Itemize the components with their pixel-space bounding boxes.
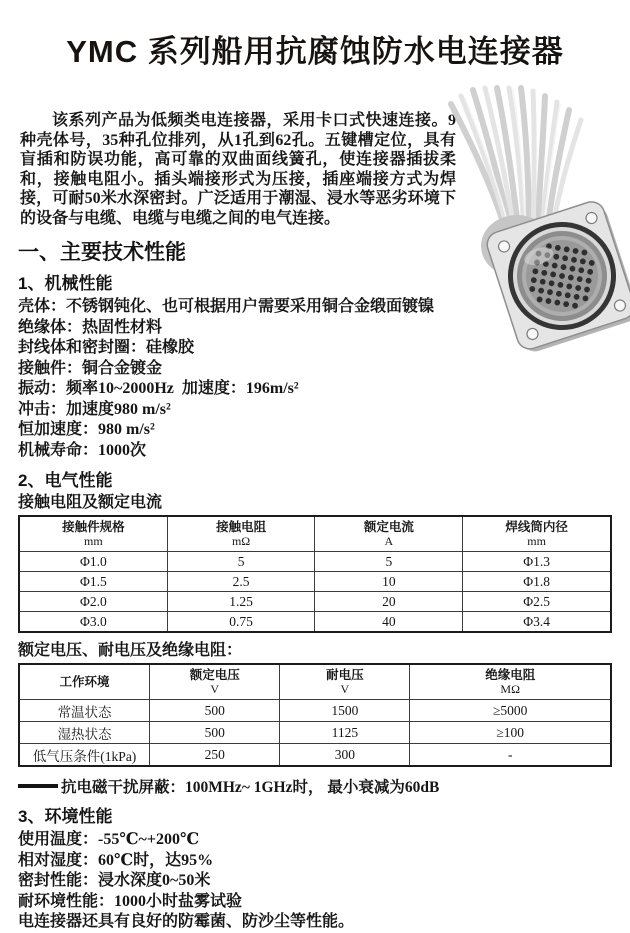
section-environmental-heading: 3、环境性能 (18, 807, 113, 826)
table-cell: Φ1.5 (19, 572, 167, 592)
spec-line: 使用温度：-55℃~+200℃ (18, 831, 200, 848)
table-cell: Φ2.5 (463, 592, 611, 612)
emi-note-text: 抗电磁干扰屏蔽：100MHz~ 1GHz时， 最小衰减为60dB (61, 779, 440, 796)
table-header-cell: 接触电阻 mΩ (167, 516, 315, 552)
spec-line: 恒加速度：980 m/s² (18, 421, 155, 438)
spec-line: 绝缘体：热固性材料 (18, 318, 163, 336)
table-cell: 40 (315, 612, 463, 633)
table-cell: Φ1.8 (463, 572, 611, 592)
table-cell: 500 (150, 700, 280, 722)
table-cell: Φ1.3 (463, 552, 611, 572)
table-cell: 常温状态 (19, 700, 150, 722)
intro-paragraph: 该系列产品为低频类电连接器，采用卡口式快速连接。9种壳体号，35种孔位排列，从1孔到62孔。五键槽定位，具有盲插和防误功能，高可靠的双曲面线簧孔，使连接器插拔柔和，接触电阻小。插头端接形式为压接，插座端接方式为焊接，可耐50米水深密封。广泛适用于潮湿、浸水等恶劣环境下的设备与电缆、电缆与电缆之间的电气连接。 (20, 112, 456, 227)
page-title: YMC 系列船用抗腐蚀防水电连接器 (66, 34, 564, 69)
section-electrical-heading: 2、电气性能 (18, 471, 113, 490)
table2-caption: 额定电压、耐电压及绝缘电阻： (18, 642, 243, 659)
table-row (19, 744, 611, 767)
table-cell: 5 (167, 552, 315, 572)
table-header-cell: 工作环境 (19, 664, 150, 700)
table-cell: ≥5000 (410, 700, 611, 722)
table-cell: 0.75 (167, 612, 315, 633)
table-cell: 1500 (280, 700, 410, 722)
emi-shielding-note (18, 775, 630, 797)
spec-line: 相对湿度：60℃时，达95% (18, 851, 214, 869)
table-row (19, 722, 611, 744)
table-cell: ≥100 (410, 722, 611, 744)
table-cell: 10 (315, 572, 463, 592)
environmental-spec-list (0, 830, 630, 933)
spec-line: 电连接器还具有良好的防霉菌、防沙尘等性能。 (18, 913, 355, 930)
spec-line: 机械寿命：1000次 (18, 441, 147, 459)
spec-line: 封线体和密封圈：硅橡胶 (18, 339, 195, 356)
table-header-cell: 额定电流 A (315, 516, 463, 552)
spec-line: 密封性能：浸水深度0~50米 (18, 872, 211, 889)
table-cell: 1125 (280, 722, 410, 744)
spec-line: 耐环境性能：1000小时盐雾试验 (18, 892, 243, 910)
table-row (19, 572, 611, 592)
table-cell: 2.5 (167, 572, 315, 592)
connector-photo-art (443, 88, 630, 350)
table-cell: Φ3.4 (463, 612, 611, 633)
table-cell: Φ1.0 (19, 552, 167, 572)
table-header-cell: 接触件规格 mm (19, 516, 167, 552)
table-row (19, 592, 611, 612)
table-row (19, 700, 611, 722)
table-cell: 300 (280, 744, 410, 767)
table-cell: 500 (150, 722, 280, 744)
connector-photo (443, 88, 630, 350)
table-cell: - (410, 744, 611, 767)
table1-caption: 接触电阻及额定电流 (18, 494, 163, 511)
table-row (19, 612, 611, 633)
table-cell: 250 (150, 744, 280, 767)
contact-resistance-table (18, 515, 612, 633)
dash-bullet-icon (18, 784, 58, 788)
section-mechanical-heading: 1、机械性能 (18, 274, 113, 293)
table-header-row (19, 664, 611, 700)
section-main-heading: 一、主要技术性能 (18, 241, 186, 264)
table-cell: Φ2.0 (19, 592, 167, 612)
spec-line: 振动：频率10~2000Hz 加速度：196m/s² (18, 380, 299, 397)
voltage-insulation-table (18, 663, 612, 767)
table-header-row (19, 516, 611, 552)
table-cell: Φ3.0 (19, 612, 167, 633)
table-row (19, 552, 611, 572)
table-header-cell: 额定电压 V (150, 664, 280, 700)
table-cell: 湿热状态 (19, 722, 150, 744)
table-cell: 20 (315, 592, 463, 612)
table-header-cell: 耐电压 V (280, 664, 410, 700)
table-cell: 5 (315, 552, 463, 572)
spec-line: 接触件：铜合金镀金 (18, 359, 163, 377)
table-cell: 1.25 (167, 592, 315, 612)
table-header-cell: 焊线筒内径 mm (463, 516, 611, 552)
spec-line: 冲击：加速度980 m/s² (18, 400, 171, 418)
spec-line: 壳体：不锈钢钝化、也可根据用户需要采用铜合金缎面镀镍 (18, 298, 435, 315)
table-cell: 低气压条件(1kPa) (19, 744, 150, 767)
table-header-cell: 绝缘电阻 MΩ (410, 664, 611, 700)
